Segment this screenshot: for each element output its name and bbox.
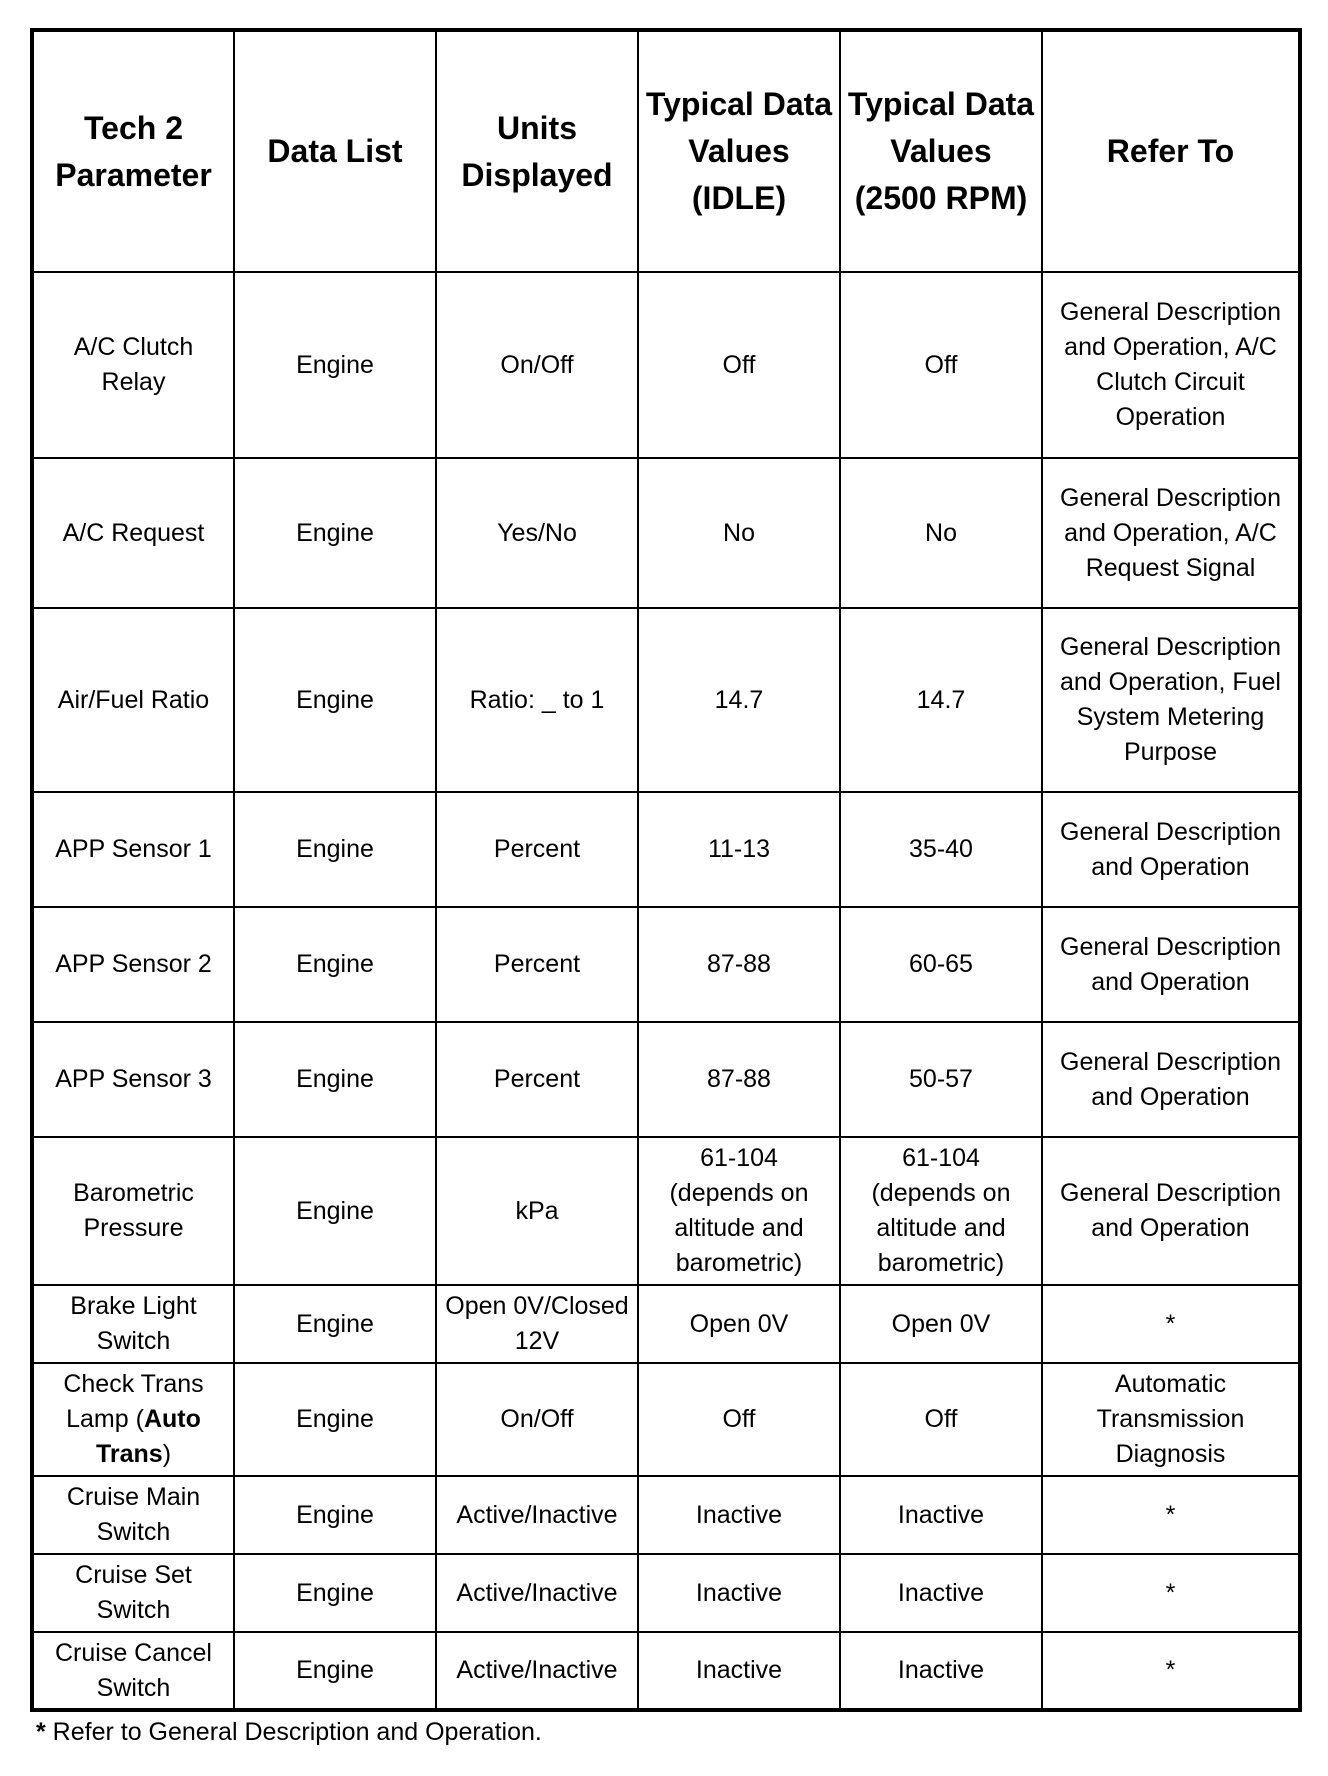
refer-to-cell: Automatic Transmission Diagnosis	[1042, 1363, 1300, 1476]
rpm-value-cell: 61-104 (depends on altitude and barometric)	[840, 1137, 1042, 1285]
units-cell: Open 0V/Closed 12V	[436, 1285, 638, 1363]
rpm-value-cell: 60-65	[840, 907, 1042, 1022]
rpm-value-cell: 50-57	[840, 1022, 1042, 1137]
units-cell: On/Off	[436, 272, 638, 458]
rpm-value-cell: Inactive	[840, 1554, 1042, 1632]
data-list-cell: Engine	[234, 1476, 436, 1554]
parameter-cell: A/C Clutch Relay	[32, 272, 234, 458]
units-cell: Ratio: _ to 1	[436, 608, 638, 792]
header-parameter: Tech 2 Parameter	[32, 30, 234, 272]
refer-to-cell: General Description and Operation, A/C Clutch Circuit Operation	[1042, 272, 1300, 458]
refer-to-cell: *	[1042, 1554, 1300, 1632]
refer-to-cell: General Description and Operation, A/C Request Signal	[1042, 458, 1300, 608]
refer-to-cell: *	[1042, 1632, 1300, 1710]
units-cell: Percent	[436, 792, 638, 907]
parameter-text-end: )	[162, 1440, 172, 1468]
data-list-cell: Engine	[234, 1632, 436, 1710]
data-list-cell: Engine	[234, 1554, 436, 1632]
parameter-cell: Cruise Set Switch	[32, 1554, 234, 1632]
rpm-value-cell: 35-40	[840, 792, 1042, 907]
footnote-asterisk: *	[36, 1718, 46, 1746]
table-row	[32, 272, 1300, 458]
idle-value-cell: Inactive	[638, 1554, 840, 1632]
parameter-bold-text: Auto Trans	[95, 1405, 201, 1468]
rpm-value-cell: Inactive	[840, 1476, 1042, 1554]
header-row	[32, 30, 1300, 272]
parameter-cell: APP Sensor 1	[32, 792, 234, 907]
table-row	[32, 458, 1300, 608]
parameter-cell	[32, 1363, 234, 1476]
parameter-cell: Cruise Main Switch	[32, 1476, 234, 1554]
header-units: Units Displayed	[436, 30, 638, 272]
units-cell: Yes/No	[436, 458, 638, 608]
refer-to-cell: General Description and Operation	[1042, 792, 1300, 907]
data-list-cell: Engine	[234, 1137, 436, 1285]
idle-value-cell: Open 0V	[638, 1285, 840, 1363]
table-row	[32, 1554, 1300, 1632]
data-list-cell: Engine	[234, 1022, 436, 1137]
parameter-text: Check Trans Lamp (	[63, 1370, 204, 1433]
data-list-cell: Engine	[234, 1363, 436, 1476]
idle-value-cell: Inactive	[638, 1476, 840, 1554]
header-refer-to: Refer To	[1042, 30, 1300, 272]
table-row	[32, 907, 1300, 1022]
rpm-value-cell: Open 0V	[840, 1285, 1042, 1363]
table-row	[32, 1022, 1300, 1137]
refer-to-cell: *	[1042, 1476, 1300, 1554]
parameter-cell: Brake Light Switch	[32, 1285, 234, 1363]
table-row	[32, 792, 1300, 907]
idle-value-cell: Off	[638, 1363, 840, 1476]
table-row	[32, 608, 1300, 792]
idle-value-cell: Off	[638, 272, 840, 458]
data-list-cell: Engine	[234, 458, 436, 608]
rpm-value-cell: Off	[840, 1363, 1042, 1476]
parameter-cell: Cruise Cancel Switch	[32, 1632, 234, 1710]
rpm-value-cell: Inactive	[840, 1632, 1042, 1710]
idle-value-cell: No	[638, 458, 840, 608]
parameter-cell: APP Sensor 3	[32, 1022, 234, 1137]
rpm-value-cell: No	[840, 458, 1042, 608]
footnote-text: Refer to General Description and Operation.	[45, 1718, 542, 1746]
header-data-list: Data List	[234, 30, 436, 272]
parameter-cell: APP Sensor 2	[32, 907, 234, 1022]
units-cell: Active/Inactive	[436, 1554, 638, 1632]
refer-to-cell: General Description and Operation, Fuel System Metering Purpose	[1042, 608, 1300, 792]
table-row	[32, 1632, 1300, 1710]
table-row	[32, 1476, 1300, 1554]
header-idle-values: Typical Data Values (IDLE)	[638, 30, 840, 272]
rpm-value-cell: Off	[840, 272, 1042, 458]
data-list-cell: Engine	[234, 1285, 436, 1363]
idle-value-cell: 11-13	[638, 792, 840, 907]
rpm-value-cell: 14.7	[840, 608, 1042, 792]
data-list-cell: Engine	[234, 608, 436, 792]
units-cell: Active/Inactive	[436, 1476, 638, 1554]
units-cell: Active/Inactive	[436, 1632, 638, 1710]
refer-to-cell: General Description and Operation	[1042, 1022, 1300, 1137]
units-cell: Percent	[436, 907, 638, 1022]
idle-value-cell: 14.7	[638, 608, 840, 792]
table-row	[32, 1285, 1300, 1363]
header-2500rpm-values: Typical Data Values (2500 RPM)	[840, 30, 1042, 272]
refer-to-cell: General Description and Operation	[1042, 1137, 1300, 1285]
units-cell: Percent	[436, 1022, 638, 1137]
idle-value-cell: 61-104 (depends on altitude and barometric)	[638, 1137, 840, 1285]
parameter-cell: Air/Fuel Ratio	[32, 608, 234, 792]
units-cell: On/Off	[436, 1363, 638, 1476]
data-list-cell: Engine	[234, 272, 436, 458]
idle-value-cell: 87-88	[638, 1022, 840, 1137]
parameter-cell: Barometric Pressure	[32, 1137, 234, 1285]
data-list-cell: Engine	[234, 907, 436, 1022]
table-row	[32, 1363, 1300, 1476]
refer-to-cell: *	[1042, 1285, 1300, 1363]
refer-to-cell: General Description and Operation	[1042, 907, 1300, 1022]
data-values-table	[30, 28, 1302, 1712]
idle-value-cell: 87-88	[638, 907, 840, 1022]
table-row	[32, 1137, 1300, 1285]
data-list-cell: Engine	[234, 792, 436, 907]
units-cell: kPa	[436, 1137, 638, 1285]
idle-value-cell: Inactive	[638, 1632, 840, 1710]
footnote	[36, 1718, 542, 1747]
parameter-cell: A/C Request	[32, 458, 234, 608]
